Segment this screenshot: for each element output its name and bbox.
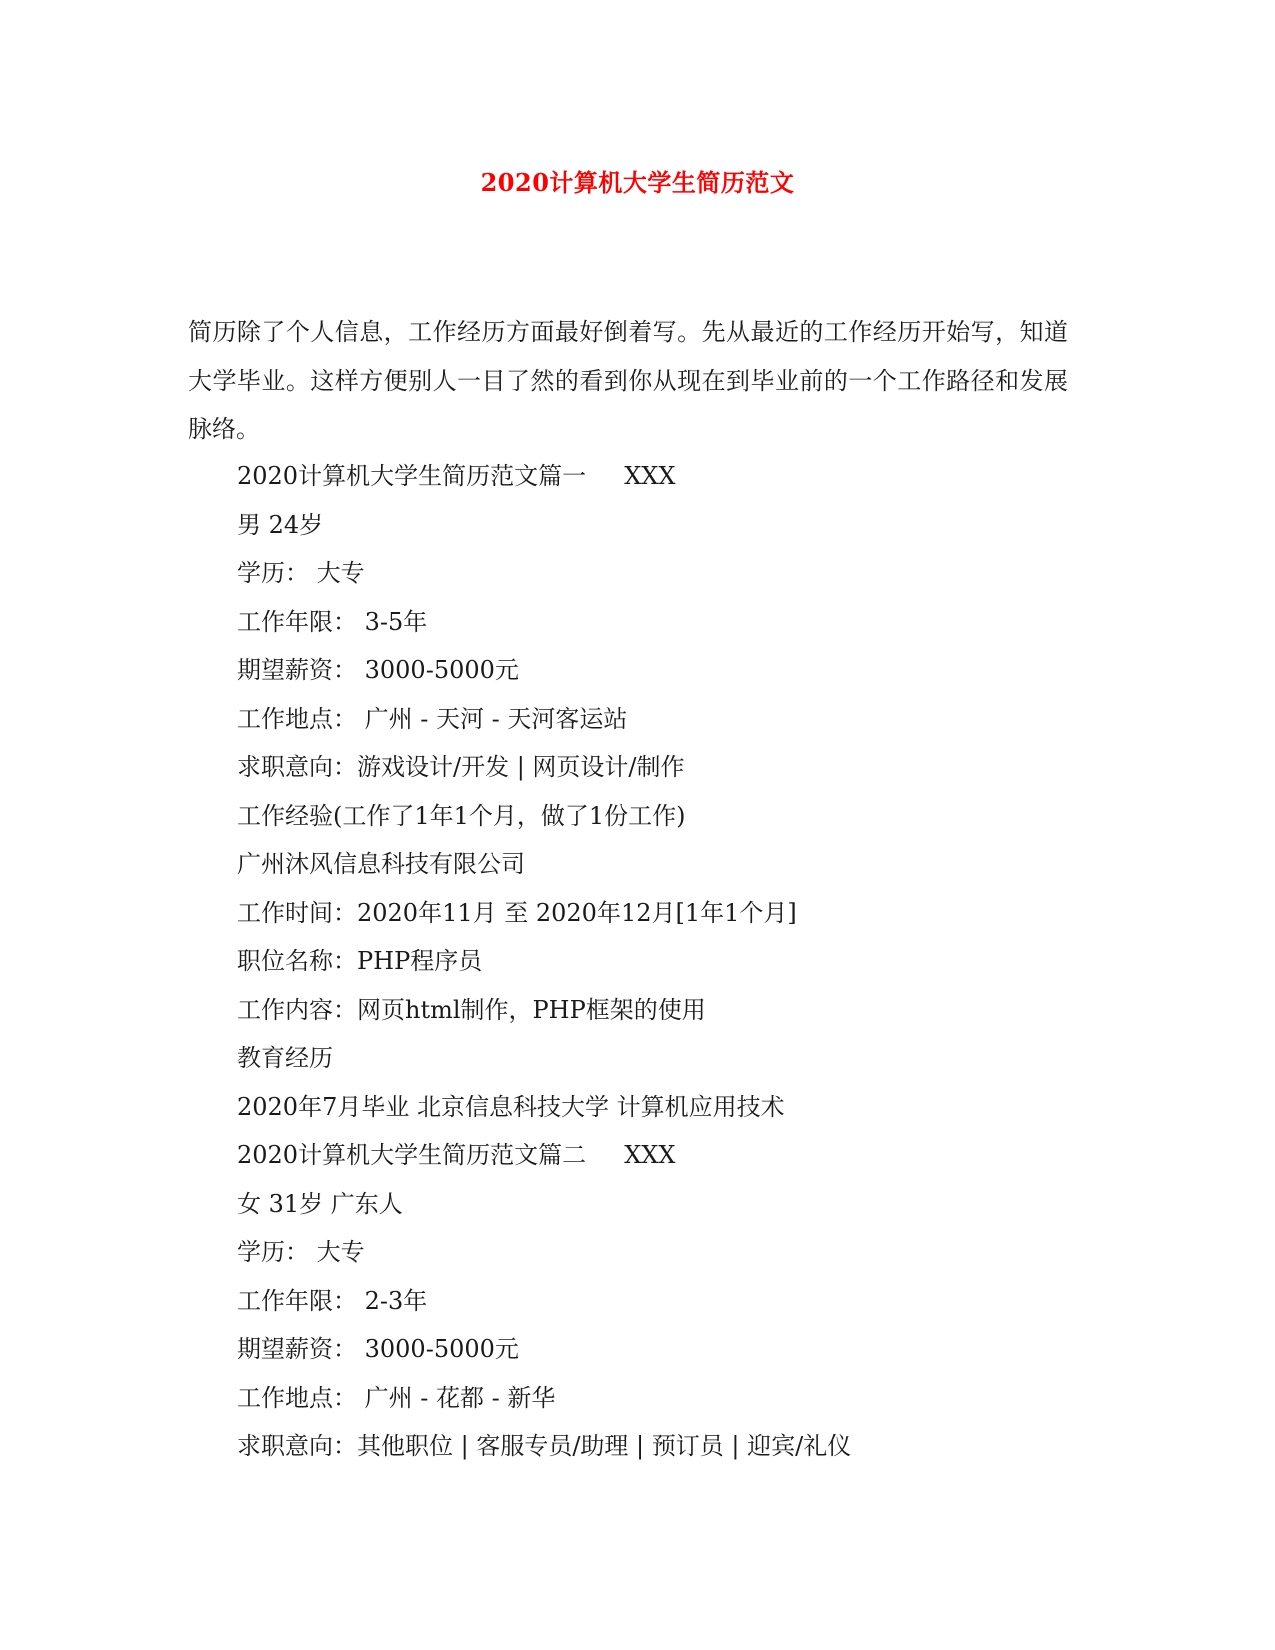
line-work-time: 工作时间：2020年11月 至 2020年12月[1年1个月] xyxy=(237,898,797,927)
line-education-level: 学历： 大专 xyxy=(237,559,365,587)
line-education-heading: 教育经历 xyxy=(237,1044,333,1072)
line-work-content: 工作内容：网页html制作，PHP框架的使用 xyxy=(237,995,706,1024)
page-title: 2020计算机大学生简历范文 xyxy=(480,168,795,197)
line-sample-one-heading: 2020计算机大学生简历范文篇一 XXX xyxy=(237,462,676,490)
line-job-intention: 求职意向：游戏设计/开发 | 网页设计/制作 xyxy=(237,753,685,781)
line-work-years: 工作年限： 3-5年 xyxy=(237,607,428,636)
line-job-intention-2: 求职意向：其他职位 | 客服专员/助理 | 预订员 | 迎宾/礼仪 xyxy=(237,1432,852,1460)
line-work-location-2: 工作地点： 广州 - 花都 - 新华 xyxy=(237,1383,556,1412)
line-work-years-2: 工作年限： 2-3年 xyxy=(237,1286,428,1315)
line-work-location: 工作地点： 广州 - 天河 - 天河客运站 xyxy=(237,704,628,733)
line-position: 职位名称：PHP程序员 xyxy=(237,947,483,975)
line-education-level-2: 学历： 大专 xyxy=(237,1238,365,1266)
line-work-experience: 工作经验(工作了1年1个月，做了1份工作) xyxy=(237,801,686,830)
line-sample-two-heading: 2020计算机大学生简历范文篇二 XXX xyxy=(237,1141,676,1169)
resume-lines xyxy=(237,452,1067,1471)
line-expected-salary-2: 期望薪资： 3000-5000元 xyxy=(237,1335,519,1363)
intro-paragraph: 简历除了个人信息，工作经历方面最好倒着写。先从最近的工作经历开始写，知道大学毕业。这样方便别人一目了然的看到你从现在到毕业前的一个工作路径和发展脉络。 xyxy=(188,318,1068,443)
line-company: 广州沐风信息科技有限公司 xyxy=(237,850,525,878)
line-gender-age-origin: 女 31岁 广东人 xyxy=(237,1189,403,1218)
line-expected-salary: 期望薪资： 3000-5000元 xyxy=(237,656,519,684)
line-gender-age: 男 24岁 xyxy=(237,510,324,539)
line-graduation: 2020年7月毕业 北京信息科技大学 计算机应用技术 xyxy=(237,1092,785,1121)
